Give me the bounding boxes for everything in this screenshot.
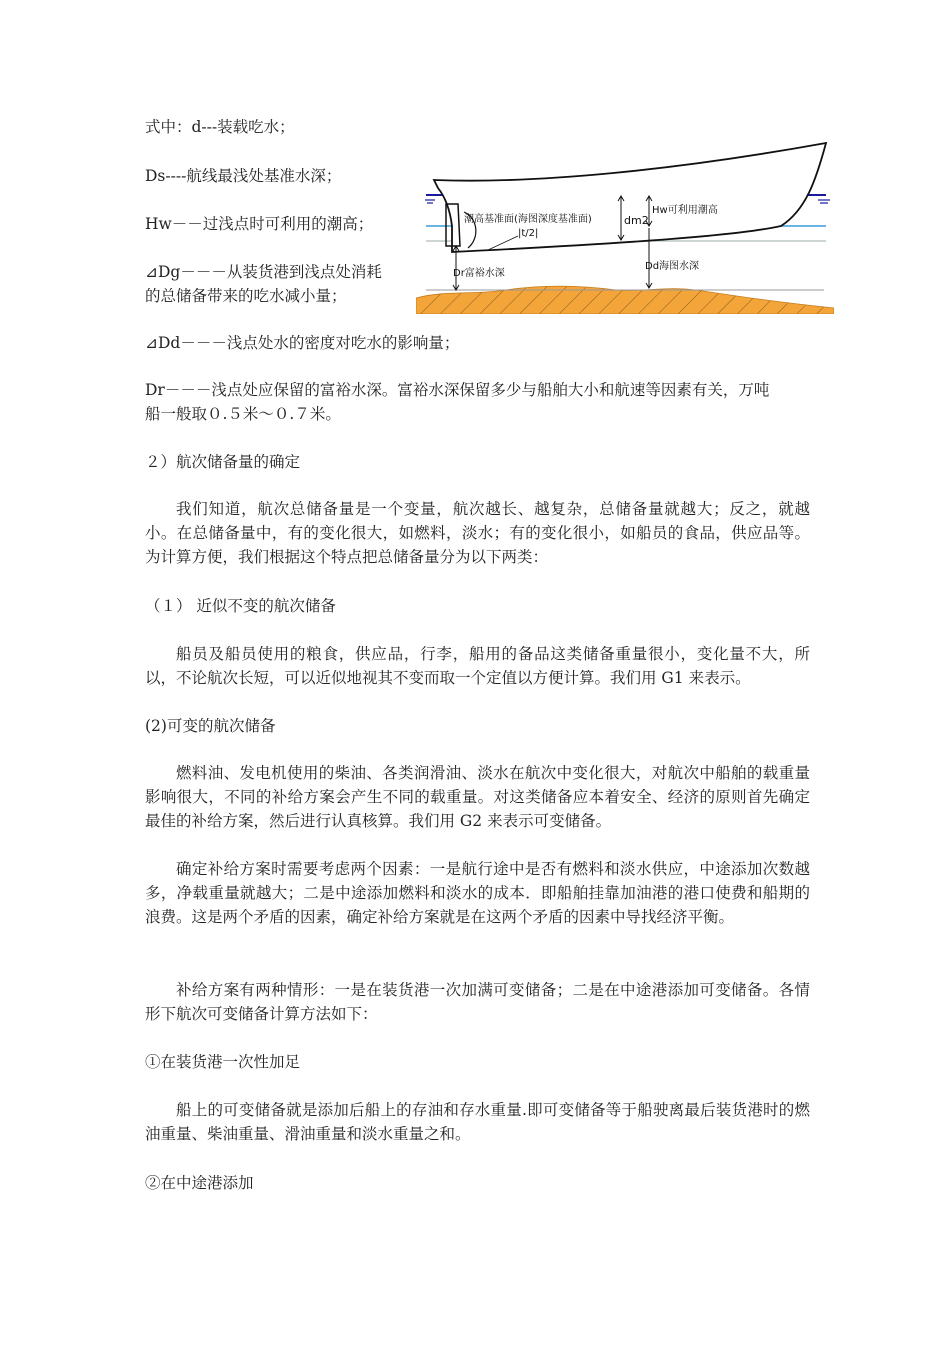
- label-datum: 潮高基准面(海图深度基准面): [464, 214, 592, 225]
- subsection2-heading: (2)可变的航次储备: [145, 717, 276, 735]
- paragraph-factors: [145, 857, 810, 929]
- label-dr: Dr富裕水深: [453, 268, 505, 279]
- paragraph-plans-text: 补给方案有两种情形：一是在装货港一次加满可变储备；二是在中途港添加可变储备。各情形下航次可变储备计算方法如下：: [145, 981, 810, 1023]
- ship-hull: [434, 143, 826, 252]
- paragraph-sub2: [145, 761, 810, 833]
- def-dd: ⊿Dd－－－浅点处水的密度对吃水的影响量；: [145, 334, 460, 352]
- label-t2: |t/2|: [518, 228, 539, 239]
- paragraph-factors-text: 确定补给方案时需要考虑两个因素：一是航行途中是否有燃料和淡水供应，中途添加次数越多，净载重量就越大；二是中途添加燃料和淡水的成本．即船舶挂靠加油港的港口使费和船期的浪费。这是两个矛盾的因素，确定补给方案就是在这两个矛盾的因素中导找经济平衡。: [145, 860, 810, 926]
- def-d: 式中：d---装载吃水；: [145, 118, 295, 136]
- paragraph-sub1-text: 船员及船员使用的粮食，供应品，行李，船用的备品这类储备重量很小，变化量不大，所以，不论航次长短，可以近似地视其不变而取一个定值以方便计算。我们用 G1 来表示。: [145, 645, 810, 687]
- water-symbol-left: [425, 200, 435, 203]
- label-dm2: dm2: [624, 214, 649, 227]
- water-symbol-right: [818, 200, 830, 203]
- paragraph-intro-text: 我们知道，航次总储备量是一个变量，航次越长、越复杂，总储备量就越大；反之，就越小。在总储备量中，有的变化很大，如燃料，淡水；有的变化很小，如船员的食品，供应品等。为计算方便，我们根据这个特点把总储备量分为以下两类：: [145, 500, 810, 566]
- subsection1-heading: （１） 近似不变的航次储备: [145, 597, 336, 615]
- section2-heading: ２）航次储备量的确定: [145, 453, 301, 471]
- ship-draft-diagram: [416, 140, 834, 314]
- paragraph-plans: [145, 978, 810, 1026]
- item2-heading: ②在中途港添加: [145, 1174, 254, 1192]
- def-dg-line2: 的总储备带来的吃水减小量；: [145, 287, 347, 305]
- def-hw: Hw－－过浅点时可利用的潮高；: [145, 215, 374, 233]
- paragraph-intro: [145, 497, 810, 569]
- paragraph-item1-text: 船上的可变储备就是添加后船上的存油和存水重量.即可变储备等于船驶离最后装货港时的燃油重量、柴油重量、滑油重量和淡水重量之和。: [145, 1101, 810, 1143]
- paragraph-item1: [145, 1098, 810, 1146]
- def-dr-line1: Dr－－－浅点处应保留的富裕水深。富裕水深保留多少与船舶大小和航速等因素有关，万吨: [145, 381, 770, 399]
- item1-heading: ①在装货港一次性加足: [145, 1053, 301, 1071]
- label-dc: Dd海图水深: [645, 261, 700, 272]
- label-hw: Hw可利用潮高: [652, 205, 718, 216]
- paragraph-sub1: [145, 642, 810, 690]
- def-dg-line1: ⊿Dg－－－从装货港到浅点处消耗: [145, 263, 382, 281]
- paragraph-sub2-text: 燃料油、发电机使用的柴油、各类润滑油、淡水在航次中变化很大，对航次中船舶的载重量影响很大，不同的补给方案会产生不同的载重量。对这类储备应本着安全、经济的原则首先确定最佳的补给方案，然后进行认真核算。我们用 G2 来表示可变储备。: [145, 764, 810, 830]
- def-ds: Ds----航线最浅处基准水深；: [145, 167, 342, 185]
- def-dr-line2: 船一般取０.５米～０.７米。: [145, 405, 341, 423]
